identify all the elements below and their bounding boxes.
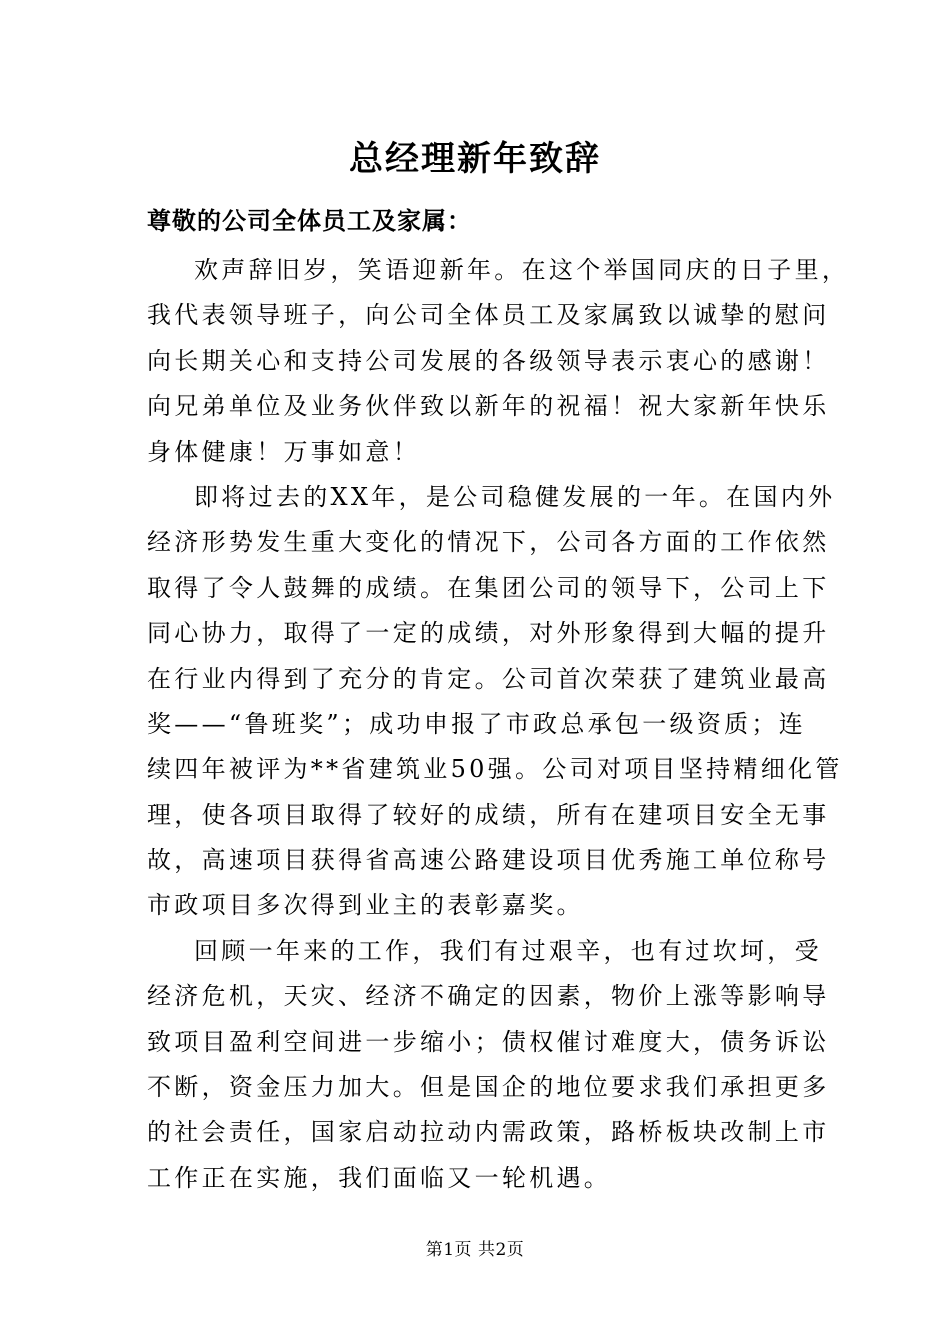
text-line: 故，高速项目获得省高速公路建设项目优秀施工单位称号 <box>147 846 830 875</box>
text-line: 即将过去的XX年，是公司稳健发展的一年。在国内外 <box>194 482 836 511</box>
salutation: 尊敬的公司全体员工及家属： <box>147 206 472 235</box>
text-line: 续四年被评为**省建筑业50强。公司对项目坚持精细化管 <box>147 755 843 784</box>
text-line: 理，使各项目取得了较好的成绩，所有在建项目安全无事 <box>147 800 830 829</box>
text-line: 我代表领导班子，向公司全体员工及家属致以诚挚的慰问 <box>147 301 830 330</box>
page-number-footer: 第1页 共2页 <box>425 1240 525 1260</box>
text-line: 回顾一年来的工作，我们有过艰辛，也有过坎坷，受 <box>194 936 822 965</box>
text-line: 取得了令人鼓舞的成绩。在集团公司的领导下，公司上下 <box>147 573 830 602</box>
document-body <box>147 248 850 1201</box>
text-line: 市政项目多次得到业主的表彰嘉奖。 <box>147 891 584 920</box>
text-line: 向长期关心和支持公司发展的各级领导表示衷心的感谢！ <box>147 346 830 375</box>
text-line: 欢声辞旧岁，笑语迎新年。在这个举国同庆的日子里， <box>194 256 850 284</box>
paragraph-1 <box>147 248 850 475</box>
text-line: 致项目盈利空间进一步缩小；债权催讨难度大，债务诉讼 <box>147 1027 830 1056</box>
document-title: 总经理新年致辞 <box>349 139 601 179</box>
text-line: 经济形势发生重大变化的情况下，公司各方面的工作依然 <box>147 528 830 557</box>
text-line: 工作正在实施，我们面临又一轮机遇。 <box>147 1163 612 1192</box>
text-line: 身体健康！万事如意！ <box>147 437 420 466</box>
text-line: 在行业内得到了充分的肯定。公司首次荣获了建筑业最高 <box>147 664 830 693</box>
text-line: 经济危机，天灾、经济不确定的因素，物价上涨等影响导 <box>147 982 830 1011</box>
paragraph-3 <box>147 929 837 1201</box>
text-line: 同心协力，取得了一定的成绩，对外形象得到大幅的提升 <box>147 619 830 648</box>
text-line: 的社会责任，国家启动拉动内需政策，路桥板块改制上市 <box>147 1118 830 1147</box>
text-line: 向兄弟单位及业务伙伴致以新年的祝福！祝大家新年快乐 <box>147 392 830 421</box>
text-line: 不断，资金压力加大。但是国企的地位要求我们承担更多 <box>147 1073 830 1102</box>
paragraph-2 <box>147 475 843 929</box>
text-line: 奖——“鲁班奖”；成功申报了市政总承包一级资质；连 <box>147 709 807 738</box>
